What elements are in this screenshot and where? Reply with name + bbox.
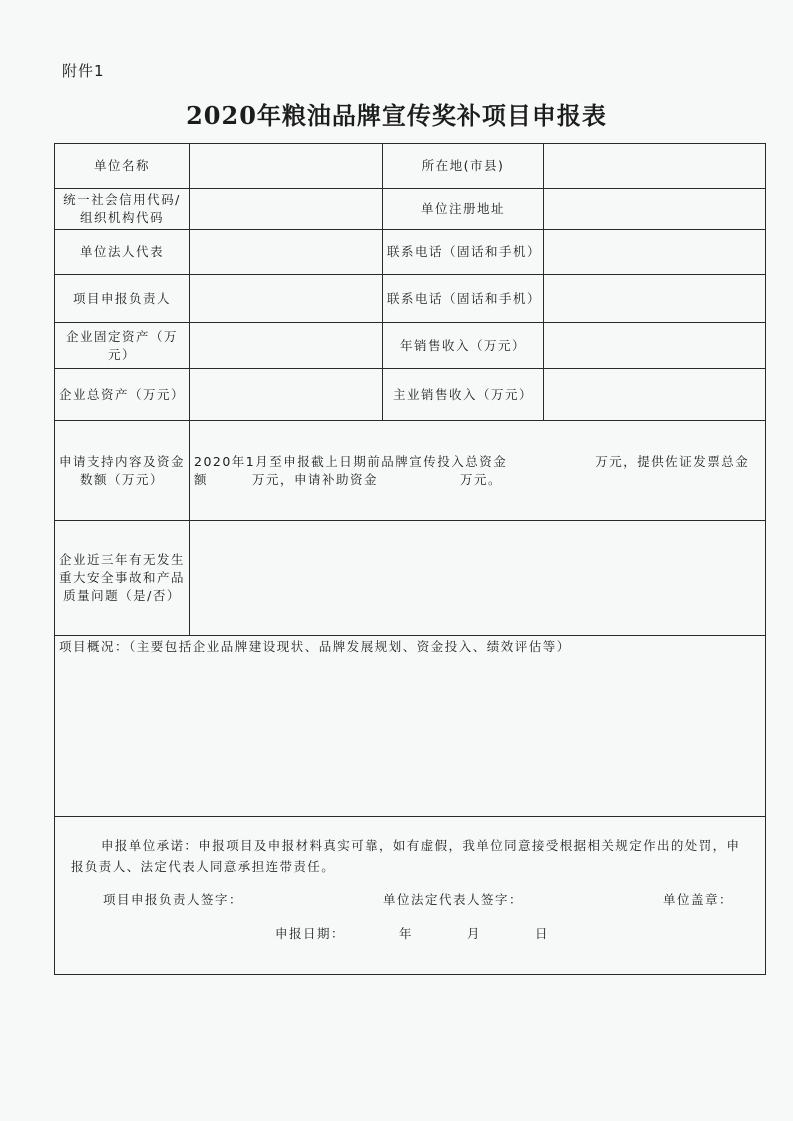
table-row (55, 817, 766, 975)
location-label: 所在地(市县) (383, 144, 544, 189)
annual-sales-field[interactable] (544, 323, 766, 369)
funding-text-2: 万元，提供佐证发票总金额 (194, 453, 750, 487)
location-field[interactable] (544, 144, 766, 189)
funding-text-1: 2020年1月至申报截上日期前品牌宣传投入总资金 (194, 453, 508, 469)
table-row (55, 144, 766, 189)
application-form-table (54, 143, 766, 975)
legal-rep-signature[interactable]: 单位法定代表人签字： (382, 892, 523, 907)
total-assets-label: 企业总资产（万元） (55, 369, 190, 421)
credit-code-label: 统一社会信用代码/组织机构代码 (55, 189, 190, 230)
main-sales-field[interactable] (544, 369, 766, 421)
phone-label-1: 联系电话（固话和手机） (383, 230, 544, 275)
application-date[interactable] (71, 925, 753, 943)
funding-text-3: 万元，申请补助资金 (252, 471, 379, 487)
reg-address-label: 单位注册地址 (383, 189, 544, 230)
unit-name-label: 单位名称 (55, 144, 190, 189)
page-title: 2020年粮油品牌宣传奖补项目申报表 (186, 101, 607, 130)
phone-field-1[interactable] (544, 230, 766, 275)
annual-sales-label: 年销售收入（万元） (383, 323, 544, 369)
fixed-assets-label: 企业固定资产（万元） (55, 323, 190, 369)
fixed-assets-field[interactable] (190, 323, 383, 369)
table-row (55, 521, 766, 636)
unit-name-field[interactable] (190, 144, 383, 189)
date-day: 日 (535, 926, 550, 941)
project-lead-label: 项目申报负责人 (55, 275, 190, 323)
table-row (55, 275, 766, 323)
table-row (55, 421, 766, 521)
phone-label-2: 联系电话（固话和手机） (383, 275, 544, 323)
table-row (55, 189, 766, 230)
pledge-section (55, 817, 766, 975)
date-year: 年 (398, 926, 413, 941)
table-row (55, 636, 766, 817)
total-assets-field[interactable] (190, 369, 383, 421)
attachment-label: 附件1 (62, 62, 105, 80)
phone-field-2[interactable] (544, 275, 766, 323)
funding-text-4: 万元。 (460, 471, 503, 487)
project-lead-field[interactable] (190, 275, 383, 323)
table-row (55, 369, 766, 421)
safety-label: 企业近三年有无发生重大安全事故和产品质量问题（是/否） (55, 521, 190, 636)
credit-code-field[interactable] (190, 189, 383, 230)
funding-field[interactable] (190, 421, 766, 521)
main-sales-label: 主业销售收入（万元） (383, 369, 544, 421)
overview-field[interactable] (55, 636, 766, 817)
funding-label: 申请支持内容及资金数额（万元） (55, 421, 190, 521)
date-label: 申报日期： (274, 926, 345, 941)
unit-seal[interactable]: 单位盖章： (662, 892, 733, 907)
legal-rep-label: 单位法人代表 (55, 230, 190, 275)
legal-rep-field[interactable] (190, 230, 383, 275)
date-month: 月 (467, 926, 482, 941)
pledge-text: 申报单位承诺：申报项目及申报材料真实可靠，如有虚假，我单位同意接受根据相关规定作出的处罚，申报负责人、法定代表人同意承担连带责任。 (71, 838, 741, 874)
project-lead-signature[interactable]: 项目申报负责人签字： (103, 892, 244, 907)
table-row (55, 230, 766, 275)
safety-field[interactable] (190, 521, 766, 636)
reg-address-field[interactable] (544, 189, 766, 230)
overview-label: 项目概况：（主要包括企业品牌建设现状、品牌发展规划、资金投入、绩效评估等） (59, 639, 571, 654)
table-row (55, 323, 766, 369)
